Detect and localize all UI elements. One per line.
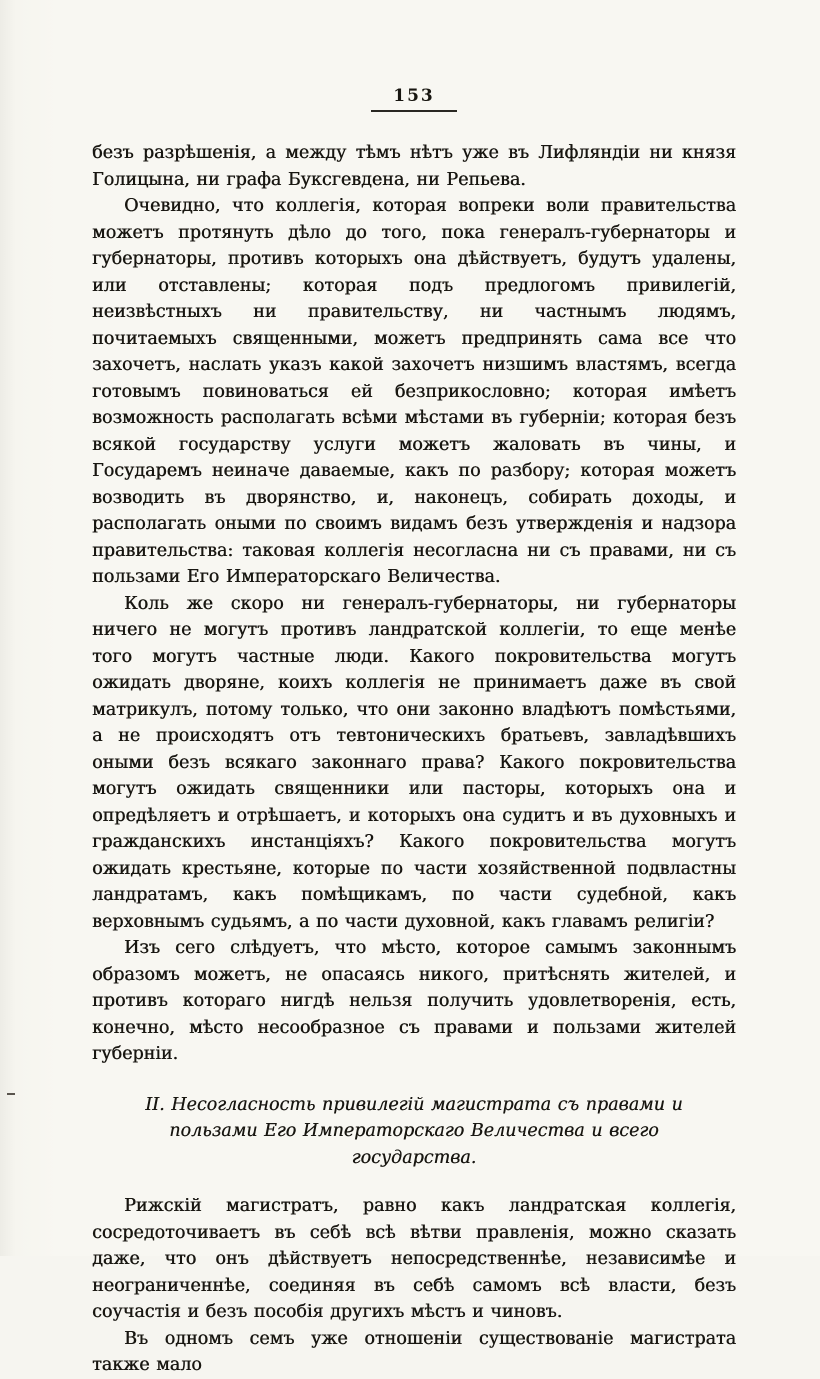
page-body [92,140,736,1379]
page-header [92,86,736,112]
paragraph: Изъ сего слѣдуетъ, что мѣсто, которое самымъ законнымъ образомъ можетъ, не опасаясь никого, притѣснять жителей, и противъ котораго нигдѣ нельзя получить удовлетворенія, есть, конечно, мѣсто несообразное съ правами и пользами жителей губерніи. [92,938,736,1064]
page-number: 153 [371,86,457,112]
paragraph: Очевидно, что коллегія, которая вопреки воли правительства можетъ протянуть дѣло до того, пока генералъ-губернаторы и губернаторы, противъ которыхъ она дѣйствуетъ, будутъ удалены, или отставлены; которая подъ предлогомъ привилегій, неизвѣстныхъ ни правительству, ни частнымъ людямъ, почитаемыхъ священными, можетъ предпринять сама все что захочетъ, наслать указъ какой захочетъ низшимъ властямъ, всегда готовымъ повиноваться ей безприкословно; которая имѣетъ возможность располагать всѣми мѣстами въ губерніи; которая безъ всякой государству услуги можетъ жаловать въ чины, и Государемъ неиначе даваемые, какъ по разбору; которая можетъ возводить въ дворянство, и, наконецъ, собирать доходы, и располагать оными по своимъ видамъ безъ утвержденія и надзора правительства: таковая коллегія несогласна ни съ правами, ни съ пользами Его Императорскаго Величества. [92,196,736,587]
paragraph: Рижскій магистратъ, равно какъ ландратская коллегія, сосредоточиваетъ въ себѣ всѣ вѣтви правленія, можно сказать даже, что онъ дѣйствуетъ непосредственнѣе, независимѣе и неограниченнѣе, соединяя въ себѣ самомъ всѣ власти, безъ соучастія и безъ пособія другихъ мѣстъ и чиновъ. [92,1196,736,1322]
paragraph: Коль же скоро ни генералъ-губернаторы, ни губернаторы ничего не могутъ противъ ландратской коллегіи, то еще менѣе того могутъ частные люди. Какого покровительства могутъ ожидать дворяне, коихъ коллегія не принимаетъ даже въ свой матрикулъ, потому только, что они законно владѣютъ помѣстьями, а не происходятъ отъ тевтоническихъ братьевъ, завладѣвшихъ оными безъ всякаго законнаго права? Какого покровительства могутъ ожидать священники или пасторы, которыхъ она и опредѣляетъ и отрѣшаетъ, и которыхъ она судитъ и въ духовныхъ и гражданскихъ инстанціяхъ? Какого покровительства могутъ ожидать крестьяне, которые по части хозяйственной подвластны ландратамъ, какъ помѣщикамъ, по части судебной, какъ верховнымъ судьямъ, а по части духовной, какъ главамъ религіи? [92,593,736,932]
paragraph: Въ одномъ семъ уже отношеніи существованіе магистрата также мало [92,1328,736,1375]
paragraph-continuation: безъ разрѣшенія, а между тѣмъ нѣтъ уже въ Лифляндіи ни князя Голицына, ни графа Буксгевдена, ни Репьева. [92,143,736,190]
section-heading: II. Несогласность привилегій магистрата съ правами и пользами Его Императорскаго Величества и всего государства. [145,1094,683,1168]
scan-artifact-mark [7,1093,15,1095]
